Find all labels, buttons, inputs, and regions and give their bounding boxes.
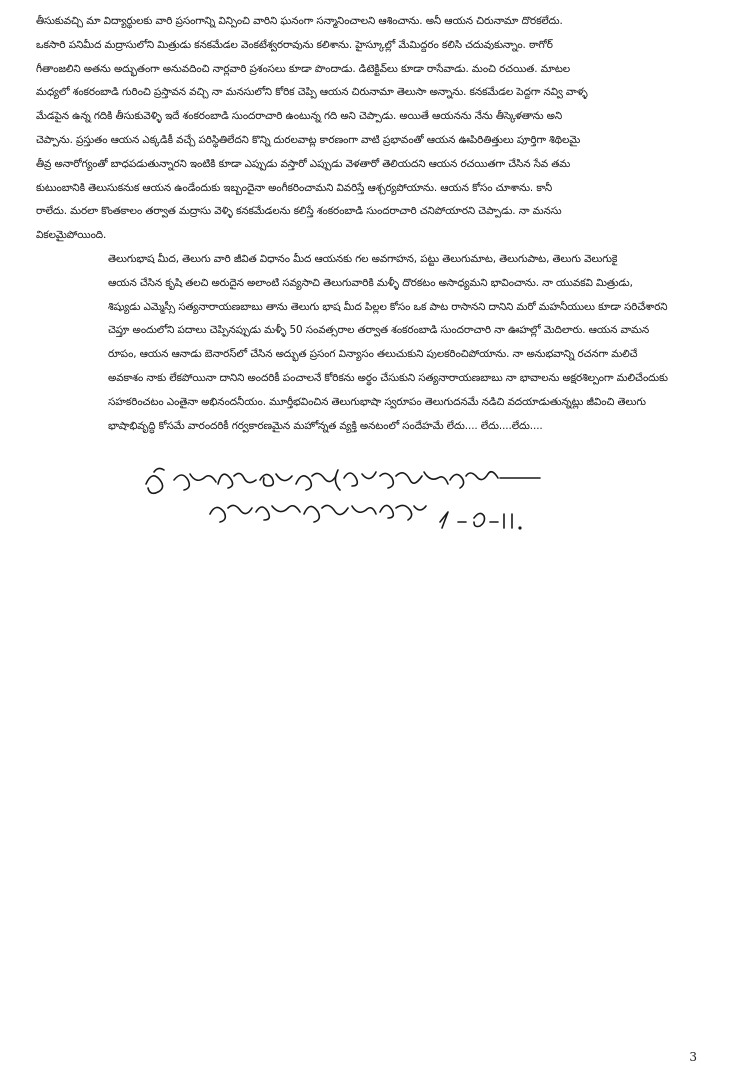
page-number: 3 <box>689 1050 697 1064</box>
paragraph-1-line: గీతాంజలిని అతను అద్భుతంగా అనువదించి నార్లవారి ప్రశంసలు కూడా పొందాడు. డిటెక్టివ్‌లు కూడా రాసేవాడు. మంచి రచయిత. మాటల <box>36 62 571 75</box>
paragraph-1-line: కుటుంబానికి తెలుసుకనుక ఆయన ఉండేందుకు ఇబ్బందైనా అంగీకరించామని వివరిస్తే ఆశ్చర్యపోయాను. ఆయన కోసం చూశాను. కానీ <box>36 181 553 194</box>
paragraph-2-line: ఆయన చేసిన కృషి తలచి అరుదైన అలాంటి సవ్యసాచి తెలుగువారికి మళ్ళీ దొరకటం అసాధ్యమని భావించాను. నా యువకవి మిత్రుడు, <box>108 276 633 289</box>
paragraph-1-line: రాలేదు. మరలా కొంతకాలం తర్వాత మద్రాసు వెళ్ళి కనకమేడలను కలిస్తే శంకరంబాడి సుందరాచారి చనిపోయారని చెప్పాడు. నా మనసు <box>36 205 562 218</box>
paragraph-1-line: చెప్పాను. ప్రస్తుతం ఆయన ఎక్కడికీ వచ్చే పరిస్థితిలేదని కొన్ని దురలవాట్ల కారణంగా వాటి ప్రభావంతో ఆయన ఊపిరితిత్తులు పూర్తిగా శిథిలమై <box>36 133 581 146</box>
paragraph-1-line: తీసుకువచ్చి మా విద్యార్థులకు వారి ప్రసంగాన్ని విన్పించి వారిని ఘనంగా సన్మానించాలని ఆశించాను. అనీ ఆయన చిరునామా దొరకలేదు. <box>36 15 563 27</box>
signature-block <box>140 462 600 542</box>
paragraph-1-line: మేడపైన ఉన్న గదికి తీసుకువెళ్ళి ఇదే శంకరంబాడి సుందరాచారి ఉంటున్న గది అని చెప్పాడు. అయితే ఆయనను నేను తీస్కెళతాను అని <box>36 110 563 123</box>
handwritten-signature <box>140 462 600 542</box>
paragraph-2-line: రూపం, ఆయన ఆనాడు బెనారస్‌లో చేసిన అద్భుత ప్రసంగ విన్యాసం తలుచుకుని పులకరించిపోయాను. నా అనుభవాన్ని రచనగా మలిచే <box>108 348 638 361</box>
paragraph-2-line: తెలుగుభాష మీద, తెలుగు వారి జీవిత విధానం మీద ఆయనకు గల అవగాహన, పట్టు తెలుగుమాట, తెలుగుపాట, తెలుగు వెలుగుకై <box>108 252 618 265</box>
paragraph-1-line: ఒకసారి పనిమీద మద్రాసులోని మిత్రుడు కనకమేడల వెంకటేశ్వరరావును కలిశాను. హైస్కూల్లో మేమిద్దరం కలిసి చదువుకున్నాం. ఠాగోర్ <box>36 38 553 51</box>
paragraph-2-line: శిష్యుడు ఎమ్మెస్సీ సత్యనారాయణబాబు తాను తెలుగు భాష మీద పిల్లల కోసం ఒక పాట రాసానని దానిని మరో మహనీయులు కూడా సరిచేశారని <box>108 300 668 313</box>
body-text <box>36 10 726 438</box>
paragraph-2-line: సహకరించటం ఎంతైనా అభినందనీయం. మూర్తీభవించిన తెలుగుభాషా స్వరూపం తెలుగుదనమే నడిచి వదయాడుతున్నట్లు జీవించి తెలుగు <box>108 395 646 408</box>
paragraph-1-line: మధ్యలో శంకరంబాడి గురించి ప్రస్తావన వచ్చి నా మనసులోని కోరిక చెప్పి ఆయన చిరునామా తెలుసా అన్నాను. కనకమేడల పెద్దగా నవ్వి వాళ్ళ <box>36 86 588 99</box>
paragraph-2-line: భాషాభివృద్ధి కోసమే వారందరికీ గర్వకారణమైన మహోన్నత వ్యక్తి అనటంలో సందేహమే లేదు.... లేదు....లేదు.... <box>108 419 543 432</box>
paragraph-1-line: తీవ్ర అనారోగ్యంతో బాధపడుతున్నారని ఇంటికి కూడా ఎప్పుడు వస్తారో ఎప్పుడు వెళతారో తెలియదని ఆయన రచయితగా చేసిన సేవ తమ <box>36 157 571 170</box>
paragraph-1 <box>36 10 726 248</box>
paragraph-2 <box>36 248 726 438</box>
paragraph-1-line: వికలమైపోయింది. <box>36 229 107 242</box>
paragraph-2-line: చెప్తూ అందులోని పదాలు చెప్పినప్పుడు మళ్ళీ 50 సంవత్సరాల తర్వాత శంకరంబాడి సుందరాచారి నా ఊహల్లో మెదిలారు. ఆయన వామన <box>108 324 650 337</box>
paragraph-2-line: అవకాశం నాకు లేకపోయినా దానిని అందరికీ పంచాలనే కోరికను అర్థం చేసుకుని సత్యనారాయణబాబు నా భావాలను అక్షరశిల్పంగా మలిచేందుకు <box>108 371 668 384</box>
